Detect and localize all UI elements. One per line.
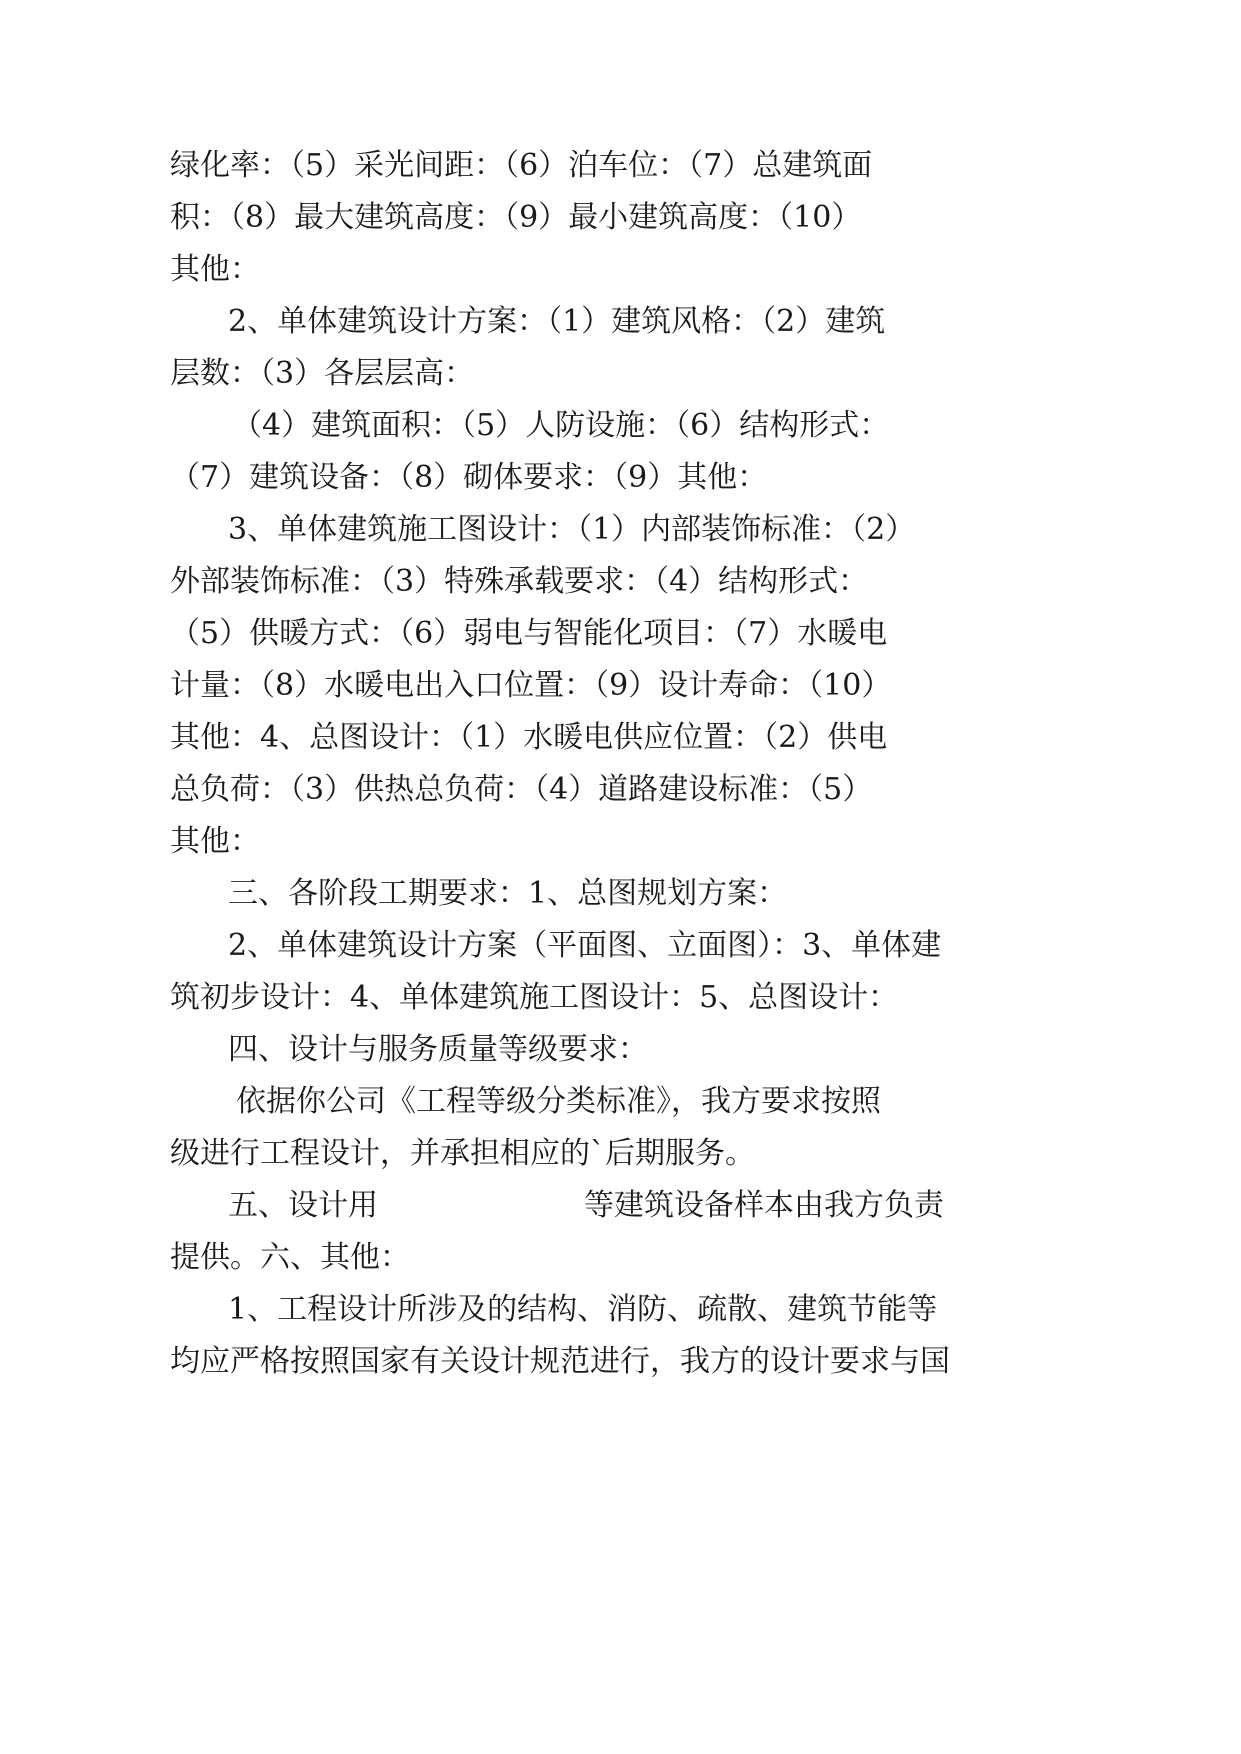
text-line: 级进行工程设计，并承担相应的`后期服务。 xyxy=(170,1136,755,1171)
text-line: 计量：（8）水暖电出入口位置：（9）设计寿命：（10） xyxy=(170,668,892,703)
text-line: （5）供暖方式：（6）弱电与智能化项目：（7）水暖电 xyxy=(170,616,888,651)
text-line: 等建筑设备样本由我方负责 xyxy=(584,1188,944,1223)
text-line: 其他： xyxy=(170,252,260,287)
text-line: （7）建筑设备：（8）砌体要求：（9）其他： xyxy=(170,460,768,495)
text-line: 其他： xyxy=(170,824,260,859)
text-line: 2、单体建筑设计方案：（1）建筑风格：（2）建筑 xyxy=(228,304,886,339)
text-line: 积：（8）最大建筑高度：（9）最小建筑高度：（10） xyxy=(170,200,862,235)
text-line: 层数：（3）各层层高： xyxy=(170,356,475,391)
text-line: 依据你公司《工程等级分类标准》，我方要求按照 xyxy=(236,1084,881,1119)
text-line: 三、各阶段工期要求：1、总图规划方案： xyxy=(228,876,788,911)
text-line: （4）建筑面积：（5）人防设施：（6）结构形式： xyxy=(232,408,890,443)
text-line: 1、工程设计所涉及的结构、消防、疏散、建筑节能等 xyxy=(228,1292,938,1327)
text-line: 外部装饰标准：（3）特殊承载要求：（4）结构形式： xyxy=(170,564,869,599)
text-line: 3、单体建筑施工图设计：（1）内部装饰标准：（2） xyxy=(228,512,916,547)
text-line: 提供。六、其他： xyxy=(170,1240,410,1275)
text-line: 四、设计与服务质量等级要求： xyxy=(228,1032,648,1067)
text-line: 其他：4、总图设计：（1）水暖电供应位置：（2）供电 xyxy=(170,720,888,755)
text-line: 绿化率：（5）采光间距：（6）泊车位：（7）总建筑面 xyxy=(170,148,873,183)
text-line: 2、单体建筑设计方案（平面图、立面图）：3、单体建 xyxy=(228,928,942,963)
text-line: 五、设计用 xyxy=(228,1188,378,1223)
text-line: 筑初步设计：4、单体建筑施工图设计：5、总图设计： xyxy=(170,980,899,1015)
text-line: 均应严格按照国家有关设计规范进行，我方的设计要求与国 xyxy=(170,1344,950,1379)
text-line: 总负荷：（3）供热总负荷：（4）道路建设标准：（5） xyxy=(170,772,873,807)
